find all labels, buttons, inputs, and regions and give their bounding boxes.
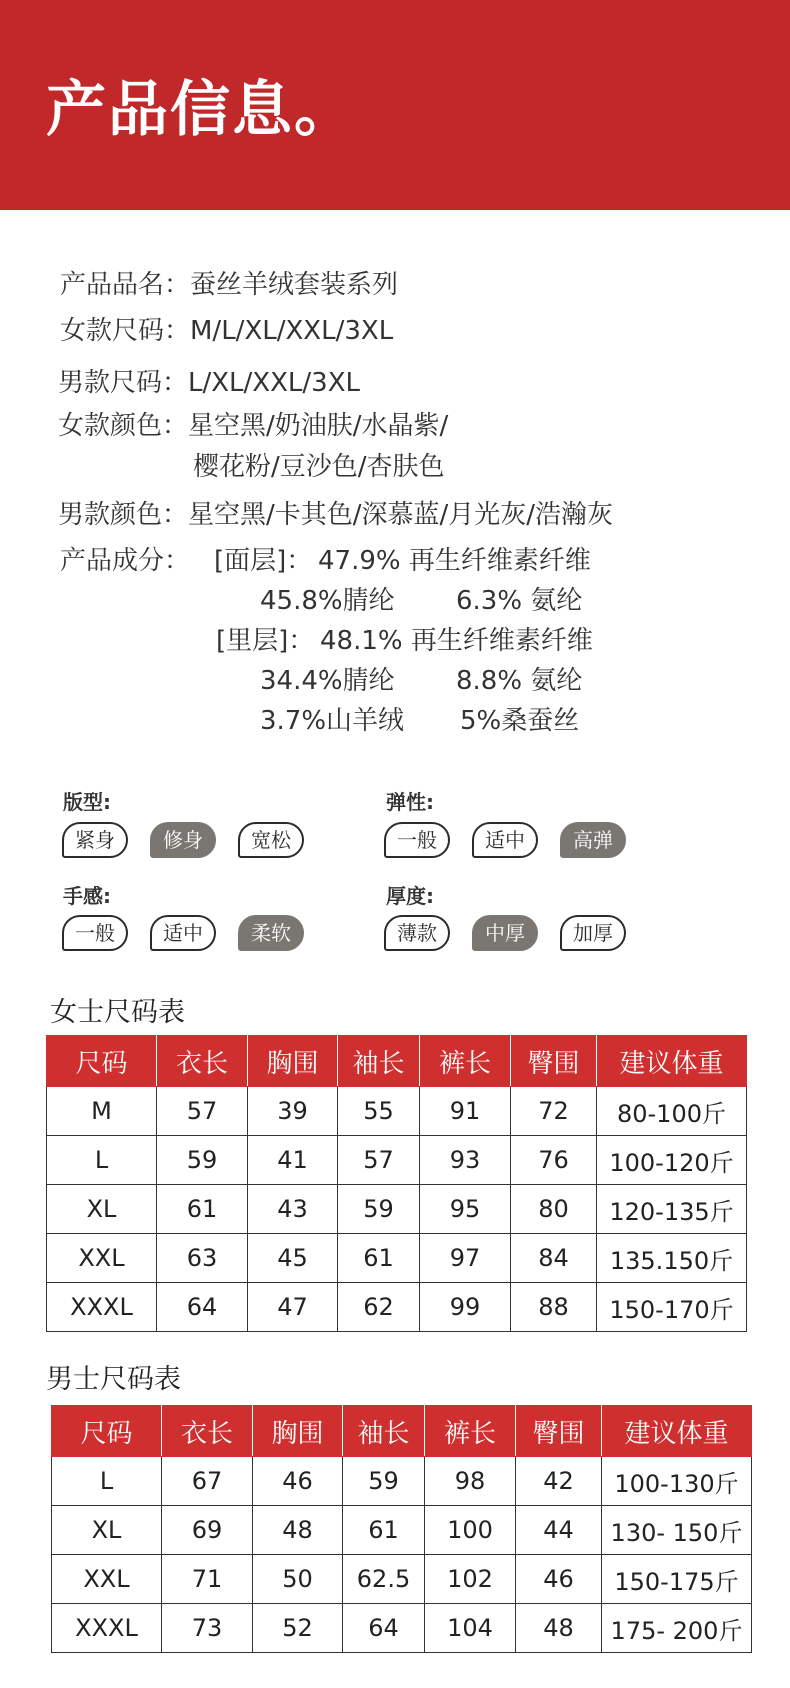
table-cell: 52 bbox=[253, 1604, 343, 1653]
info-women-size: 女款尺码：M/L/XL/XXL/3XL bbox=[60, 316, 394, 346]
table-cell: 93 bbox=[420, 1136, 511, 1185]
table-cell: XXL bbox=[47, 1234, 157, 1283]
table-cell: 72 bbox=[511, 1087, 597, 1136]
table-header-cell: 衣长 bbox=[162, 1406, 253, 1457]
table-cell: XXL bbox=[52, 1555, 162, 1604]
table-header-cell: 建议体重 bbox=[597, 1036, 747, 1087]
info-outer-main: 47.9% 再生纤维素纤维 bbox=[318, 546, 591, 576]
spec-thickness-label: 厚度: bbox=[386, 884, 434, 908]
table-cell: 100 bbox=[425, 1506, 516, 1555]
tag-elasticity-option: 高弹 bbox=[560, 822, 626, 858]
table-row bbox=[47, 1283, 747, 1332]
table-header-cell: 袖长 bbox=[338, 1036, 420, 1087]
table-cell: 43 bbox=[248, 1185, 338, 1234]
table-row bbox=[47, 1136, 747, 1185]
table-cell: 98 bbox=[425, 1457, 516, 1506]
table-row bbox=[47, 1234, 747, 1283]
table-header-cell: 衣长 bbox=[157, 1036, 248, 1087]
tag-fit-option: 紧身 bbox=[62, 822, 128, 858]
table-cell: 55 bbox=[338, 1087, 420, 1136]
tag-feel-option: 适中 bbox=[150, 915, 216, 951]
table-header-row bbox=[47, 1036, 747, 1087]
info-outer-label: [面层]： bbox=[214, 546, 313, 576]
table-cell: 130- 150斤 bbox=[602, 1506, 752, 1555]
info-inner-main: 48.1% 再生纤维素纤维 bbox=[320, 626, 593, 656]
table-cell: 41 bbox=[248, 1136, 338, 1185]
info-inner-d: 5%桑蚕丝 bbox=[460, 706, 580, 736]
spec-feel-label: 手感: bbox=[63, 884, 111, 908]
table-cell: 80 bbox=[511, 1185, 597, 1234]
table-cell: 62.5 bbox=[343, 1555, 425, 1604]
info-outer-b: 6.3% 氨纶 bbox=[456, 586, 583, 616]
table-row bbox=[47, 1185, 747, 1234]
table-cell: 61 bbox=[338, 1234, 420, 1283]
info-inner-b: 8.8% 氨纶 bbox=[456, 666, 583, 696]
table-cell: 50 bbox=[253, 1555, 343, 1604]
table-cell: 44 bbox=[516, 1506, 602, 1555]
table-cell: 135.150斤 bbox=[597, 1234, 747, 1283]
table-cell: 59 bbox=[157, 1136, 248, 1185]
info-women-color-cont: 樱花粉/豆沙色/杏肤色 bbox=[193, 452, 445, 482]
table-header-row bbox=[52, 1406, 752, 1457]
table-cell: 47 bbox=[248, 1283, 338, 1332]
table-cell: L bbox=[52, 1457, 162, 1506]
women-size-table bbox=[46, 1035, 747, 1332]
table-cell: 150-175斤 bbox=[602, 1555, 752, 1604]
table-cell: 102 bbox=[425, 1555, 516, 1604]
table-cell: 104 bbox=[425, 1604, 516, 1653]
table-header-cell: 胸围 bbox=[248, 1036, 338, 1087]
table-cell: 84 bbox=[511, 1234, 597, 1283]
table-cell: 61 bbox=[157, 1185, 248, 1234]
table-cell: 80-100斤 bbox=[597, 1087, 747, 1136]
table-cell: 64 bbox=[157, 1283, 248, 1332]
table-cell: 45 bbox=[248, 1234, 338, 1283]
table-cell: 99 bbox=[420, 1283, 511, 1332]
table-header-cell: 袖长 bbox=[343, 1406, 425, 1457]
table-cell: 59 bbox=[338, 1185, 420, 1234]
table-cell: 97 bbox=[420, 1234, 511, 1283]
table-header-cell: 裤长 bbox=[420, 1036, 511, 1087]
table-cell: XL bbox=[47, 1185, 157, 1234]
table-cell: L bbox=[47, 1136, 157, 1185]
tag-elasticity-option: 适中 bbox=[472, 822, 538, 858]
table-cell: 100-130斤 bbox=[602, 1457, 752, 1506]
table-cell: 175- 200斤 bbox=[602, 1604, 752, 1653]
table-cell: 69 bbox=[162, 1506, 253, 1555]
table-row bbox=[52, 1506, 752, 1555]
table-cell: 120-135斤 bbox=[597, 1185, 747, 1234]
table-header-cell: 尺码 bbox=[47, 1036, 157, 1087]
tag-fit-option: 宽松 bbox=[238, 822, 304, 858]
table-cell: 62 bbox=[338, 1283, 420, 1332]
tag-thickness-option: 中厚 bbox=[472, 915, 538, 951]
table-header-cell: 胸围 bbox=[253, 1406, 343, 1457]
tag-elasticity-option: 一般 bbox=[384, 822, 450, 858]
table-cell: 67 bbox=[162, 1457, 253, 1506]
women-table-title: 女士尺码表 bbox=[50, 997, 185, 1028]
info-men-size: 男款尺码：L/XL/XXL/3XL bbox=[58, 368, 361, 398]
table-row bbox=[52, 1457, 752, 1506]
table-row bbox=[47, 1087, 747, 1136]
table-header-cell: 建议体重 bbox=[602, 1406, 752, 1457]
tag-feel-option: 柔软 bbox=[238, 915, 304, 951]
men-size-table bbox=[51, 1405, 752, 1653]
table-cell: M bbox=[47, 1087, 157, 1136]
table-row bbox=[52, 1604, 752, 1653]
table-cell: 46 bbox=[516, 1555, 602, 1604]
table-cell: 39 bbox=[248, 1087, 338, 1136]
table-cell: 57 bbox=[157, 1087, 248, 1136]
table-cell: XL bbox=[52, 1506, 162, 1555]
table-cell: 63 bbox=[157, 1234, 248, 1283]
spec-fit-label: 版型: bbox=[63, 790, 111, 814]
table-cell: XXXL bbox=[47, 1283, 157, 1332]
info-composition-label: 产品成分： bbox=[60, 546, 191, 576]
table-cell: 88 bbox=[511, 1283, 597, 1332]
table-header-cell: 臀围 bbox=[516, 1406, 602, 1457]
table-cell: 91 bbox=[420, 1087, 511, 1136]
page-title: 产品信息。 bbox=[46, 75, 356, 145]
table-row bbox=[52, 1555, 752, 1604]
table-cell: 73 bbox=[162, 1604, 253, 1653]
info-inner-a: 34.4%腈纶 bbox=[260, 666, 395, 696]
table-cell: 100-120斤 bbox=[597, 1136, 747, 1185]
table-cell: 59 bbox=[343, 1457, 425, 1506]
table-cell: 57 bbox=[338, 1136, 420, 1185]
table-cell: XXXL bbox=[52, 1604, 162, 1653]
table-cell: 150-170斤 bbox=[597, 1283, 747, 1332]
table-header-cell: 臀围 bbox=[511, 1036, 597, 1087]
tag-thickness-option: 薄款 bbox=[384, 915, 450, 951]
table-cell: 71 bbox=[162, 1555, 253, 1604]
info-men-color: 男款颜色：星空黑/卡其色/深慕蓝/月光灰/浩瀚灰 bbox=[58, 500, 614, 530]
table-cell: 48 bbox=[516, 1604, 602, 1653]
header-banner bbox=[0, 0, 790, 210]
table-cell: 42 bbox=[516, 1457, 602, 1506]
table-header-cell: 尺码 bbox=[52, 1406, 162, 1457]
info-inner-label: [里层]： bbox=[216, 626, 315, 656]
info-inner-c: 3.7%山羊绒 bbox=[260, 706, 405, 736]
tag-thickness-option: 加厚 bbox=[560, 915, 626, 951]
info-women-color: 女款颜色：星空黑/奶油肤/水晶紫/ bbox=[58, 411, 449, 441]
spec-elasticity-label: 弹性: bbox=[386, 790, 434, 814]
table-cell: 95 bbox=[420, 1185, 511, 1234]
men-table-title: 男士尺码表 bbox=[46, 1364, 181, 1395]
table-cell: 76 bbox=[511, 1136, 597, 1185]
table-cell: 61 bbox=[343, 1506, 425, 1555]
tag-feel-option: 一般 bbox=[62, 915, 128, 951]
info-product-name: 产品品名：蚕丝羊绒套装系列 bbox=[60, 270, 399, 300]
table-cell: 48 bbox=[253, 1506, 343, 1555]
table-header-cell: 裤长 bbox=[425, 1406, 516, 1457]
table-cell: 46 bbox=[253, 1457, 343, 1506]
table-cell: 64 bbox=[343, 1604, 425, 1653]
tag-fit-option: 修身 bbox=[150, 822, 216, 858]
info-outer-a: 45.8%腈纶 bbox=[260, 586, 395, 616]
